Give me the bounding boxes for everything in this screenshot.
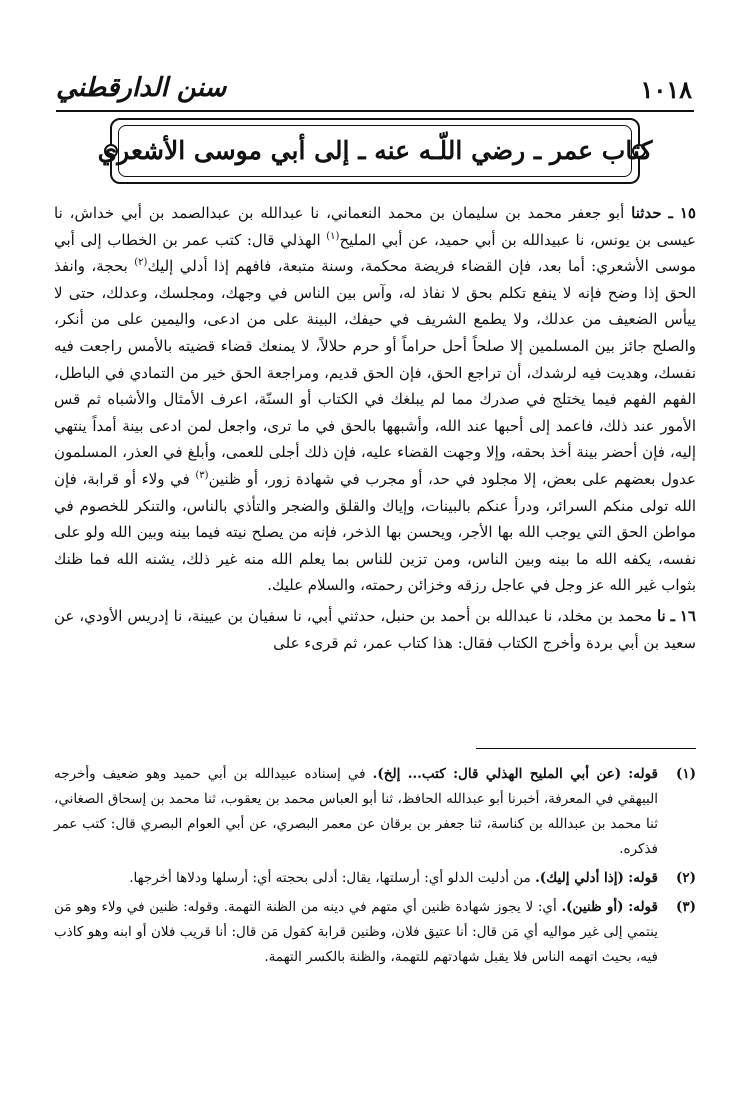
footnote-ref[interactable]: (١) xyxy=(326,230,340,242)
hadith-paragraph xyxy=(54,603,696,656)
footnote-divider xyxy=(476,748,696,749)
hadith-text: في ولاء أو قرابة، فإن الله تولى منكم السرائر، ودرأ عنكم بالبينات، وإياك والقلق والضجر والتأذي بالناس، والتنكر للخصوم في مواطن الحق التي يوجب الله بها الأجر، ويحسن بها الذخر، فإنه من يصلح نيته فيما بينه وبين الله ولو على نفسه، يكفه الله ما بينه وبين الناس، ومن تزين للناس بما يعلم الله منه غير ذلك، يشنه الله فما ظنك بثواب غير الله عز وجل في عاجل رزقه وخزائن رحمته، والسلام عليك. xyxy=(54,469,696,595)
footnote-quote: (إذا أدلي إليك). xyxy=(535,870,624,886)
page-header xyxy=(56,70,694,112)
hadith-text: بحجة، وانفذ الحق إذا وضح فإنه لا ينفع تكلم بحق لا نفاذ له، وآس بين الناس في وجهك، ومجلسك، وعدلك، حتى لا ييأس الضعيف من عدلك، ولا يطمع الشريف في حيفك، البينة على من ادعى، واليمين على من أنكر، والصلح جائز بين المسلمين إلا صلحاً أحل حراماً أو حرم حلالاً، لا يمنعك قضاء قضيته بالأمس راجعت فيه نفسك، وهديت فيه لرشدك، أن تراجع الحق، فإن الحق قديم، ومراجعة الحق خير من التمادي في الباطل، الفهم الفهم فيما يختلج في صدرك مما لم يبلغك في الكتاب أو السنّة، اعرف الأمثال والأشباه ثم قس الأمور عند ذلك، فاعمد إلى أحبها عند الله، وأشبهها بالحق في ما ترى، واجعل لمن ادعى بينة أمداً ينتهي إليه، فإن أحضر بينة أخذ بحقه، وإلا وجهت القضاء عليه، فإن ذلك أجلى للعمى، وأبلغ في العذر، المسلمون عدول بعضهم على بعض، إلا مجلود في حد، أو مجرب في شهادة زور، أو ظنين xyxy=(54,257,697,488)
chapter-title-frame xyxy=(97,118,653,184)
hadith-number: ١٦ xyxy=(679,606,696,625)
footnote-number: (٣) xyxy=(675,899,696,915)
hadith-dash: ـ xyxy=(668,204,673,222)
page-number: ١٠١٨ xyxy=(640,75,692,104)
footnote-label: قوله: xyxy=(628,766,658,782)
footnote-item xyxy=(54,762,696,862)
footnote-text xyxy=(54,866,658,891)
footnote-label: قوله: xyxy=(628,899,658,915)
footnote-text xyxy=(54,895,658,970)
footnote-quote: (أو ظنين). xyxy=(561,899,624,915)
footnote-body: أي: لا يجوز شهادة ظنين أي متهم في دينه من الظنة التهمة. وقوله: ظنين في ولاء وهو مَن ينتمي إلى غير مواليه أي مَن قال: أنا عتيق فلان، وظنين قرابة كقول مَن قال: أنا قريب فلان أو ابنه وهو كاذب فيه، بحيث اتهمه الناس فلا يقبل شهادتهم للتهمة، والظنة بالكسر التهمة. xyxy=(54,899,658,965)
footnote-label: قوله: xyxy=(628,870,658,886)
footnote-number: (٢) xyxy=(675,870,696,886)
hadith-lead-word: حدثنا xyxy=(631,204,662,222)
hadith-lead-word: نا xyxy=(656,606,666,625)
book-title: سنن الدارقطني xyxy=(56,73,227,103)
footnote-ref[interactable]: (٢) xyxy=(134,257,148,269)
main-text xyxy=(54,200,696,656)
footnote-quote: (عن أبي المليح الهذلي قال: كتب... إلخ). xyxy=(372,766,622,782)
footnote-ref[interactable]: (٣) xyxy=(195,469,209,481)
hadith-dash: ـ xyxy=(670,606,675,625)
footnotes xyxy=(54,762,696,974)
footnote-body: من أدليت الدلو أي: أرسلتها، يقال: أدلى بحجته أي: أرسلها ودلاها أخرجها. xyxy=(129,870,531,886)
footnote-item xyxy=(54,866,696,891)
hadith-paragraph xyxy=(54,200,696,599)
footnote-number: (١) xyxy=(675,766,696,782)
footnote-body: في إسناده عبيدالله بن أبي حميد وهو ضعيف وأخرجه البيهقي في المعرفة، أخبرنا أبو عبدالله الحافظ، ثنا أبو العباس محمد بن يعقوب، ثنا محمد بن إسحاق الصغاني، ثنا محمد بن عبدالله بن كناسة، ثنا جعفر بن برقان عن معمر البصري، عن أبي العوام البصري قال: كتب عمر فذكره. xyxy=(54,766,658,857)
chapter-title-inner-frame xyxy=(97,125,653,177)
footnote-item xyxy=(54,895,696,970)
hadith-text: الهذلي قال: كتب عمر بن الخطاب إلى أبي موسى الأشعري: أما بعد، فإن القضاء فريضة محكمة، وسنة متبعة، فافهم إذا أدلي إليك xyxy=(54,230,696,276)
hadith-text: أبو جعفر محمد بن سليمان بن محمد النعماني، نا عبدالله بن عبدالصمد بن أبي خداش، نا عيسى بن يونس، نا عبيدالله بن أبي حميد، عن أبي المليح xyxy=(54,204,696,249)
hadith-text: محمد بن مخلد، نا عبدالله بن أحمد بن حنبل، حدثني أبي، نا سفيان بن عيينة، نا إدريس الأودي، عن سعيد بن أبي بردة وأخرج الكتاب فقال: هذا كتاب عمر، ثم قرىء على xyxy=(54,606,696,652)
hadith-number: ١٥ xyxy=(679,204,696,222)
chapter-title: كتاب عمر ـ رضي اللّـه عنه ـ إلى أبي موسى الأشعري xyxy=(97,136,653,165)
footnote-text xyxy=(54,762,658,862)
